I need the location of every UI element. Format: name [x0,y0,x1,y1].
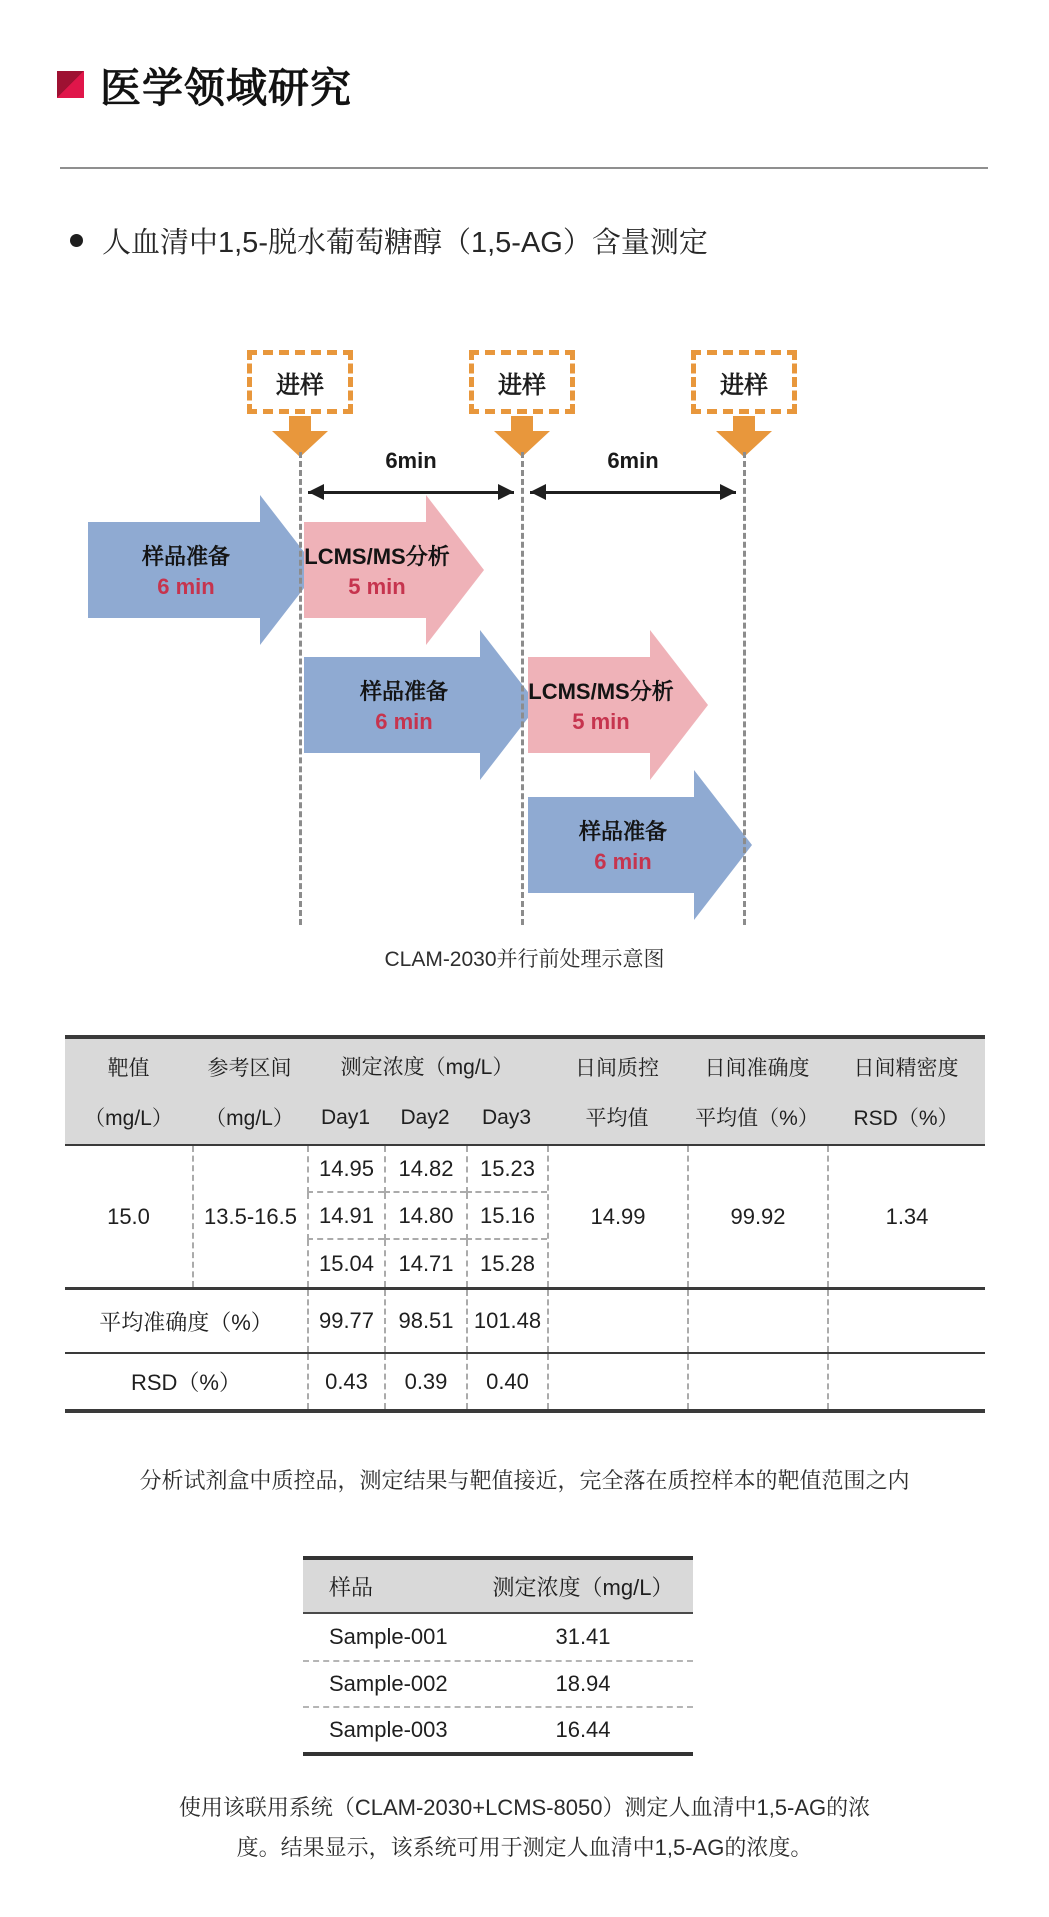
rsd-day2: 0.39 [384,1354,466,1409]
lcms-analysis-arrow [528,630,708,780]
arrow-duration: 6 min [375,709,433,734]
rsd-label: RSD（%） [130,1370,241,1395]
injection-box [247,350,353,414]
double-arrow-icon [308,491,514,494]
table-row [303,1660,693,1706]
header-interday-accuracy: 日间准确度 平均值（%） [695,1056,819,1130]
arrow-duration: 5 min [572,709,630,734]
section-header [57,55,352,114]
empty-cell [687,1290,827,1352]
sample-name: Sample-002 [329,1671,448,1696]
interday-accuracy-cell: 99.92 [687,1146,827,1287]
reference-range-cell: 13.5-16.5 [192,1146,307,1287]
down-arrow-icon [494,416,550,457]
sample-prep-arrow [304,630,538,780]
day1-value-cell: 14.95 [307,1146,384,1193]
sample-table-header [303,1560,693,1614]
timeline-dashed-line [521,452,524,925]
rsd-row [65,1352,985,1413]
arrow-duration: 6 min [157,574,215,599]
qc-results-table [65,1035,985,1413]
header-interday-qc-mean: 日间质控 平均值 [575,1056,659,1130]
timeline-dashed-line [299,452,302,925]
mean-accuracy-day3: 101.48 [466,1290,547,1352]
arrow-duration: 6 min [594,849,652,874]
mean-accuracy-row [65,1287,985,1352]
header-reference-range: 参考区间 （mg/L） [205,1056,294,1130]
day3-value-cell: 15.28 [466,1240,547,1287]
sample-name: Sample-001 [329,1624,448,1649]
sample-value: 18.94 [555,1671,611,1696]
mean-accuracy-label: 平均准确度（%） [99,1309,273,1335]
qc-table-header [65,1035,985,1146]
target-value-cell: 15.0 [107,1203,150,1229]
sample-prep-arrow [528,770,752,920]
arrow-duration: 5 min [348,574,406,599]
header-sample: 样品 [329,1574,374,1600]
diagram-caption: CLAM-2030并行前处理示意图 [384,948,665,971]
conclusion-line: 度。结果显示，该系统可用于测定人血清中1,5-AG的浓度。 [236,1835,813,1860]
header-interday-precision: 日间精密度 RSD（%） [853,1056,959,1130]
injection-label: 进样 [498,371,546,399]
conclusion-line: 使用该联用系统（CLAM-2030+LCMS-8050）测定人血清中1,5-AG的浓 [178,1795,871,1820]
bullet-dot-icon [70,234,83,247]
day2-value-cell: 14.80 [384,1193,466,1240]
rsd-day1: 0.43 [307,1354,384,1409]
arrow-label: 样品准备 [359,679,448,704]
sample-name: Sample-003 [329,1717,448,1742]
down-arrow-icon [272,416,328,457]
bullet-item [70,220,708,261]
interval-label: 6min [607,448,659,473]
day3-value-cell: 15.16 [466,1193,547,1240]
header-divider [60,167,988,169]
empty-cell [827,1290,985,1352]
injection-box [469,350,575,414]
workflow-diagram [0,340,1049,945]
header-day3: Day3 [481,1106,532,1129]
empty-cell [687,1354,827,1409]
header-target: 靶值 （mg/L） [84,1056,173,1130]
day1-value-cell: 15.04 [307,1240,384,1287]
interval-label: 6min [385,448,437,473]
mean-accuracy-day2: 98.51 [384,1290,466,1352]
arrow-label: LCMS/MS分析 [528,679,674,704]
interday-precision-cell: 1.34 [827,1146,985,1287]
empty-cell [547,1354,687,1409]
qc-table-body [65,1146,985,1287]
sample-results-table [303,1556,693,1756]
down-arrow-icon [716,416,772,457]
mean-accuracy-day1: 99.77 [307,1290,384,1352]
injection-label: 进样 [276,371,324,399]
header-measured-concentration: 测定浓度（mg/L） [340,1055,514,1079]
day3-value-cell: 15.23 [466,1146,547,1193]
header-measured-concentration: 测定浓度（mg/L） [492,1574,674,1600]
bullet-text: 人血清中1,5-脱水葡萄糖醇（1,5-AG）含量测定 [102,227,708,259]
conclusion-text [0,1788,1049,1868]
interday-qc-mean-cell: 14.99 [547,1146,687,1287]
timeline-dashed-line [743,452,746,925]
day2-value-cell: 14.71 [384,1240,466,1287]
empty-cell [547,1290,687,1352]
sample-value: 31.41 [555,1624,611,1649]
injection-label: 进样 [720,371,768,399]
arrow-label: 样品准备 [578,819,667,844]
header-day2: Day2 [400,1106,450,1129]
day2-value-cell: 14.82 [384,1146,466,1193]
sample-value: 16.44 [555,1717,611,1742]
qc-note-text: 分析试剂盒中质控品，测定结果与靶值接近，完全落在质控样本的靶值范围之内 [139,1468,910,1493]
empty-cell [827,1354,985,1409]
header-day1: Day1 [320,1106,371,1129]
double-arrow-icon [530,491,736,494]
table-row [303,1706,693,1752]
sample-prep-arrow [88,495,318,645]
section-title: 医学领域研究 [100,65,352,111]
arrow-label: 样品准备 [141,544,230,569]
day1-value-cell: 14.91 [307,1193,384,1240]
arrow-label: LCMS/MS分析 [304,544,450,569]
lcms-analysis-arrow [304,495,484,645]
table-row [303,1614,693,1660]
injection-box [691,350,797,414]
rsd-day3: 0.40 [466,1354,547,1409]
red-square-icon [57,71,84,98]
